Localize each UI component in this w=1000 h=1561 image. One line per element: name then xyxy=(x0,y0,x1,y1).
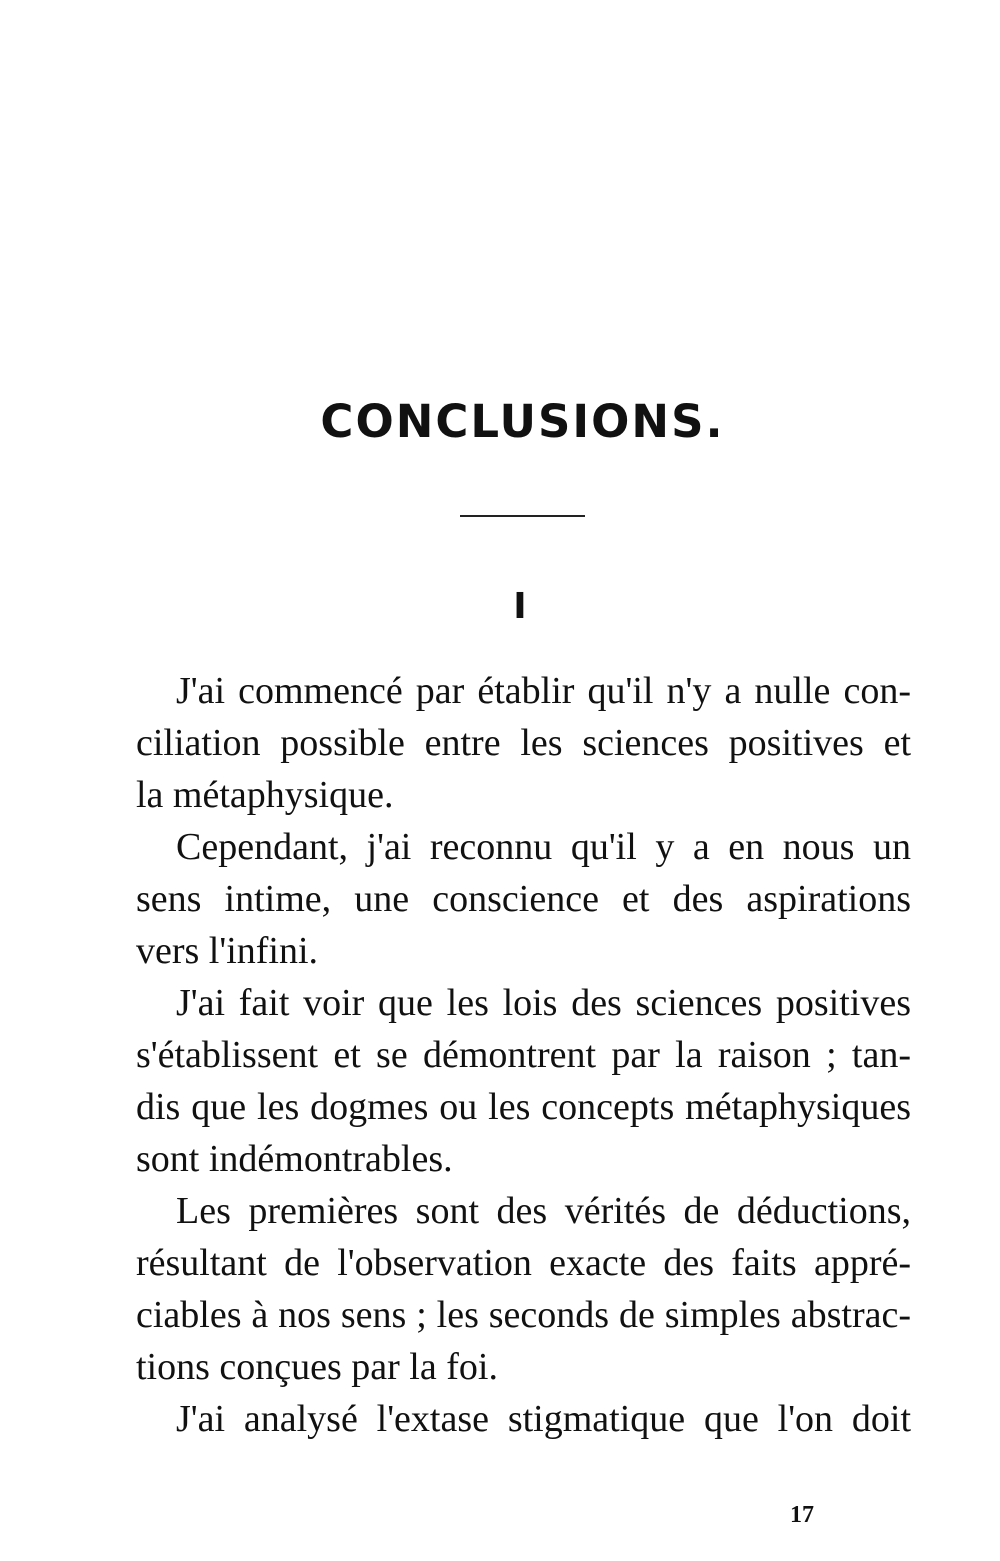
text-line: résultant de l'observation exacte des faits appré- xyxy=(136,1242,911,1284)
text-line: sont indémontrables. xyxy=(136,1138,453,1180)
text-line: Les premières sont des vérités de déductions, xyxy=(176,1190,911,1232)
text-line: sens intime, une conscience et des aspirations xyxy=(136,878,911,920)
text-line: J'ai commencé par établir qu'il n'y a nulle con- xyxy=(176,670,911,712)
text-line: s'établissent et se démontrent par la raison ; tan- xyxy=(136,1034,911,1076)
title-rule xyxy=(460,515,585,517)
text-line: vers l'infini. xyxy=(136,930,319,972)
text-line: tions conçues par la foi. xyxy=(136,1346,498,1388)
body-text xyxy=(136,665,911,1445)
text-line: la métaphysique. xyxy=(136,774,394,816)
signature-mark: 17 xyxy=(790,1502,814,1528)
text-line: J'ai analysé l'extase stigmatique que l'on doit xyxy=(176,1398,911,1440)
chapter-title: CONCLUSIONS. xyxy=(320,395,725,448)
text-line: ciliation possible entre les sciences positives et xyxy=(136,722,911,764)
section-numeral: I xyxy=(513,586,527,627)
text-line: Cependant, j'ai reconnu qu'il y a en nous un xyxy=(176,826,911,868)
text-line: J'ai fait voir que les lois des sciences positives xyxy=(176,982,911,1024)
text-line: ciables à nos sens ; les seconds de simples abstrac- xyxy=(136,1294,911,1336)
text-line: dis que les dogmes ou les concepts métaphysiques xyxy=(136,1086,911,1128)
